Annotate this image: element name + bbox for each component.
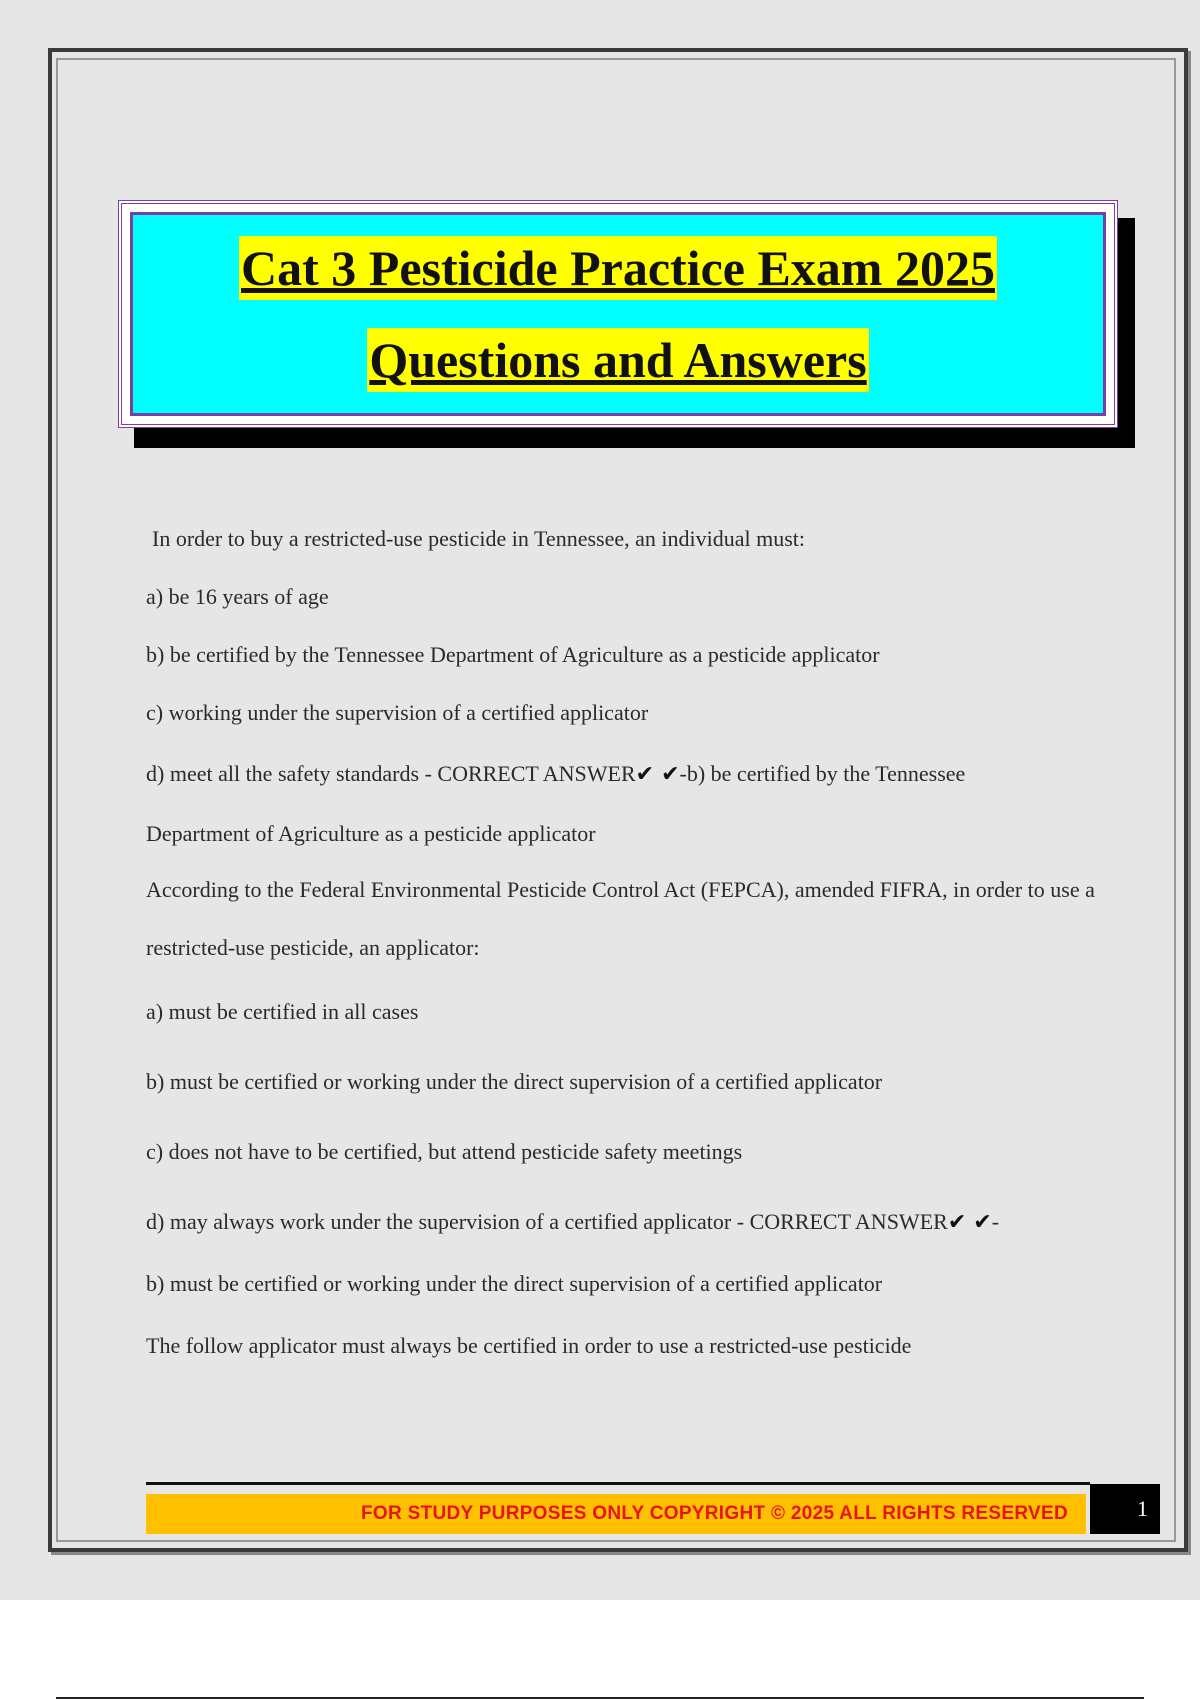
answer-option: c) working under the supervision of a certified applicator	[146, 700, 649, 725]
title-line-1: Cat 3 Pesticide Practice Exam 2025	[239, 236, 997, 300]
question-stem: In order to buy a restricted-use pesticide in Tennessee, an individual must:	[152, 526, 805, 551]
question-stem: According to the Federal Environmental Pesticide Control Act (FEPCA), amended FIFRA, in order to use a restricted-use pesticide, an applicator:	[146, 877, 1095, 960]
footer-bar	[146, 1494, 1086, 1534]
answer-option-correct	[146, 742, 1096, 807]
answer-option: c) does not have to be certified, but attend pesticide safety meetings	[146, 1139, 743, 1164]
answer-option: a) be 16 years of age	[146, 584, 329, 609]
next-page-rule	[56, 1697, 1144, 1699]
answer-text: -	[991, 1209, 1000, 1234]
answer-text-continued: b) must be certified or working under the direct supervision of a certified applicator	[146, 1271, 883, 1296]
answer-option: b) must be certified or working under the direct supervision of a certified applicator	[146, 1069, 883, 1094]
document-body	[146, 510, 1096, 1382]
answer-text-continued: Department of Agriculture as a pesticide applicator	[146, 821, 596, 846]
checkmark-icon: ✔ ✔	[947, 1210, 992, 1235]
title-panel	[130, 212, 1106, 416]
copyright-notice: FOR STUDY PURPOSES ONLY COPYRIGHT © 2025 ALL RIGHTS RESERVED	[360, 1503, 1068, 1524]
answer-text: -b) be certified by the Tennessee	[679, 761, 966, 786]
page-number: 1	[1090, 1484, 1160, 1534]
answer-option: a) must be certified in all cases	[146, 999, 419, 1024]
footer-rule	[146, 1482, 1090, 1485]
title-box	[118, 200, 1118, 428]
checkmark-icon: ✔ ✔	[635, 762, 680, 787]
answer-option-correct	[146, 1187, 1096, 1258]
option-text: d) may always work under the supervision of a certified applicator - CORRECT ANSWER	[146, 1209, 948, 1234]
question-stem: The follow applicator must always be certified in order to use a restricted-use pesticide	[146, 1333, 912, 1358]
answer-option: b) be certified by the Tennessee Department of Agriculture as a pesticide applicator	[146, 642, 880, 667]
title-line-2: Questions and Answers	[367, 328, 868, 392]
option-text: d) meet all the safety standards - CORRECT ANSWER	[146, 761, 636, 786]
